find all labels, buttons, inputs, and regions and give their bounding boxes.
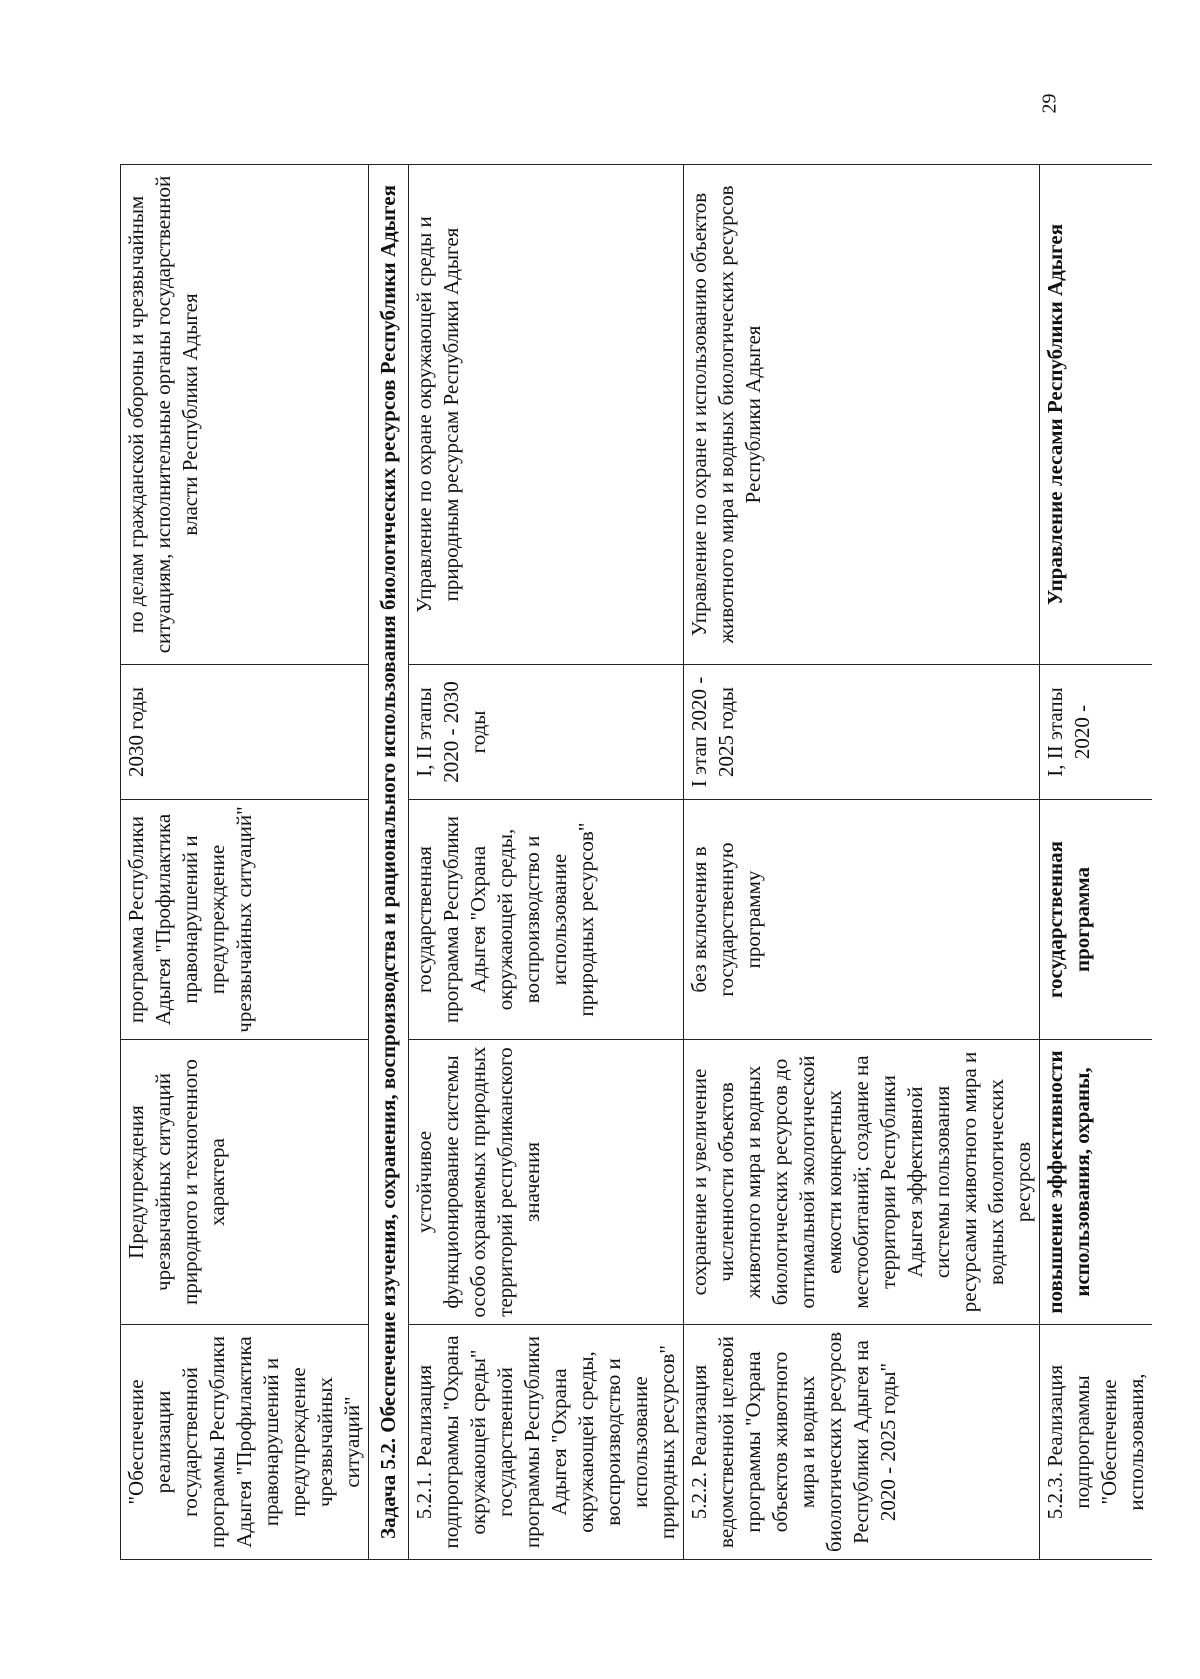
task-heading-row [369, 165, 409, 1560]
period-cell: 2030 годы [121, 665, 369, 800]
table-row [684, 165, 1040, 1560]
result-cell: сохранение и увеличение численности объектов животного мира и водных биологических ресурсов до оптимальной экологической емкости конкретных местообитаний; создание на территории Республики Адыгея эффективной системы пользования ресурсами животного мира и водных биологических ресурсов [684, 1040, 1040, 1325]
executor-cell: Управление по охране окружающей среды и природным ресурсам Республики Адыгея [409, 165, 684, 665]
executor-cell: Управление лесами Республики Адыгея [1040, 165, 1153, 665]
program-cell: программа Республики Адыгея "Профилактика правонарушений и предупреждение чрезвычайных ситуаций" [121, 800, 369, 1040]
table-row [409, 165, 684, 1560]
program-cell: без включения в государственную программу [684, 800, 1040, 1040]
page-number: 29 [1038, 93, 1061, 114]
table-row [121, 165, 369, 1560]
table-row [1040, 165, 1153, 1560]
program-cell: государственная программа [1040, 800, 1153, 1040]
program-cell: государственная программа Республики Адыгея "Охрана окружающей среды, воспроизводство и использование природных ресурсов" [409, 800, 684, 1040]
period-cell: I, II этапы 2020 - 2030 годы [409, 665, 684, 800]
task-heading: Задача 5.2. Обеспечение изучения, сохранения, воспроизводства и рационального использования биологических ресурсов Республики Адыгея [369, 165, 409, 1560]
period-cell: I этап 2020 - 2025 годы [684, 665, 1040, 800]
result-cell: Предупреждения чрезвычайных ситуаций природного и техногенного характера [121, 1040, 369, 1325]
measure-cell: 5.2.2. Реализация ведомственной целевой программы "Охрана объектов животного мира и водных биологических ресурсов Республики Адыгея на 2020 - 2025 годы" [684, 1325, 1040, 1560]
measure-cell: 5.2.1. Реализация подпрограммы "Охрана окружающей среды" государственной программы Республики Адыгея "Охрана окружающей среды, воспроизводство и использование природных ресурсов" [409, 1325, 684, 1560]
measure-cell: "Обеспечение реализации государственной программы Республики Адыгея "Профилактика правонарушений и предупреждение чрезвычайных ситуаций" [121, 1325, 369, 1560]
result-cell: повышение эффективности использования, охраны, [1040, 1040, 1153, 1325]
result-cell: устойчивое функционирование системы особо охраняемых природных территорий республиканского значения [409, 1040, 684, 1325]
measures-table [120, 164, 1152, 1560]
measure-cell: 5.2.3. Реализация подпрограммы "Обеспечение использования, [1040, 1325, 1153, 1560]
rotated-table-sheet [120, 165, 1148, 1560]
executor-cell: по делам гражданской обороны и чрезвычайным ситуациям, исполнительные органы государственной власти Республики Адыгея [121, 165, 369, 665]
period-cell: I, II этапы 2020 - [1040, 665, 1153, 800]
executor-cell: Управление по охране и использованию объектов животного мира и водных биологических ресурсов Республики Адыгея [684, 165, 1040, 665]
